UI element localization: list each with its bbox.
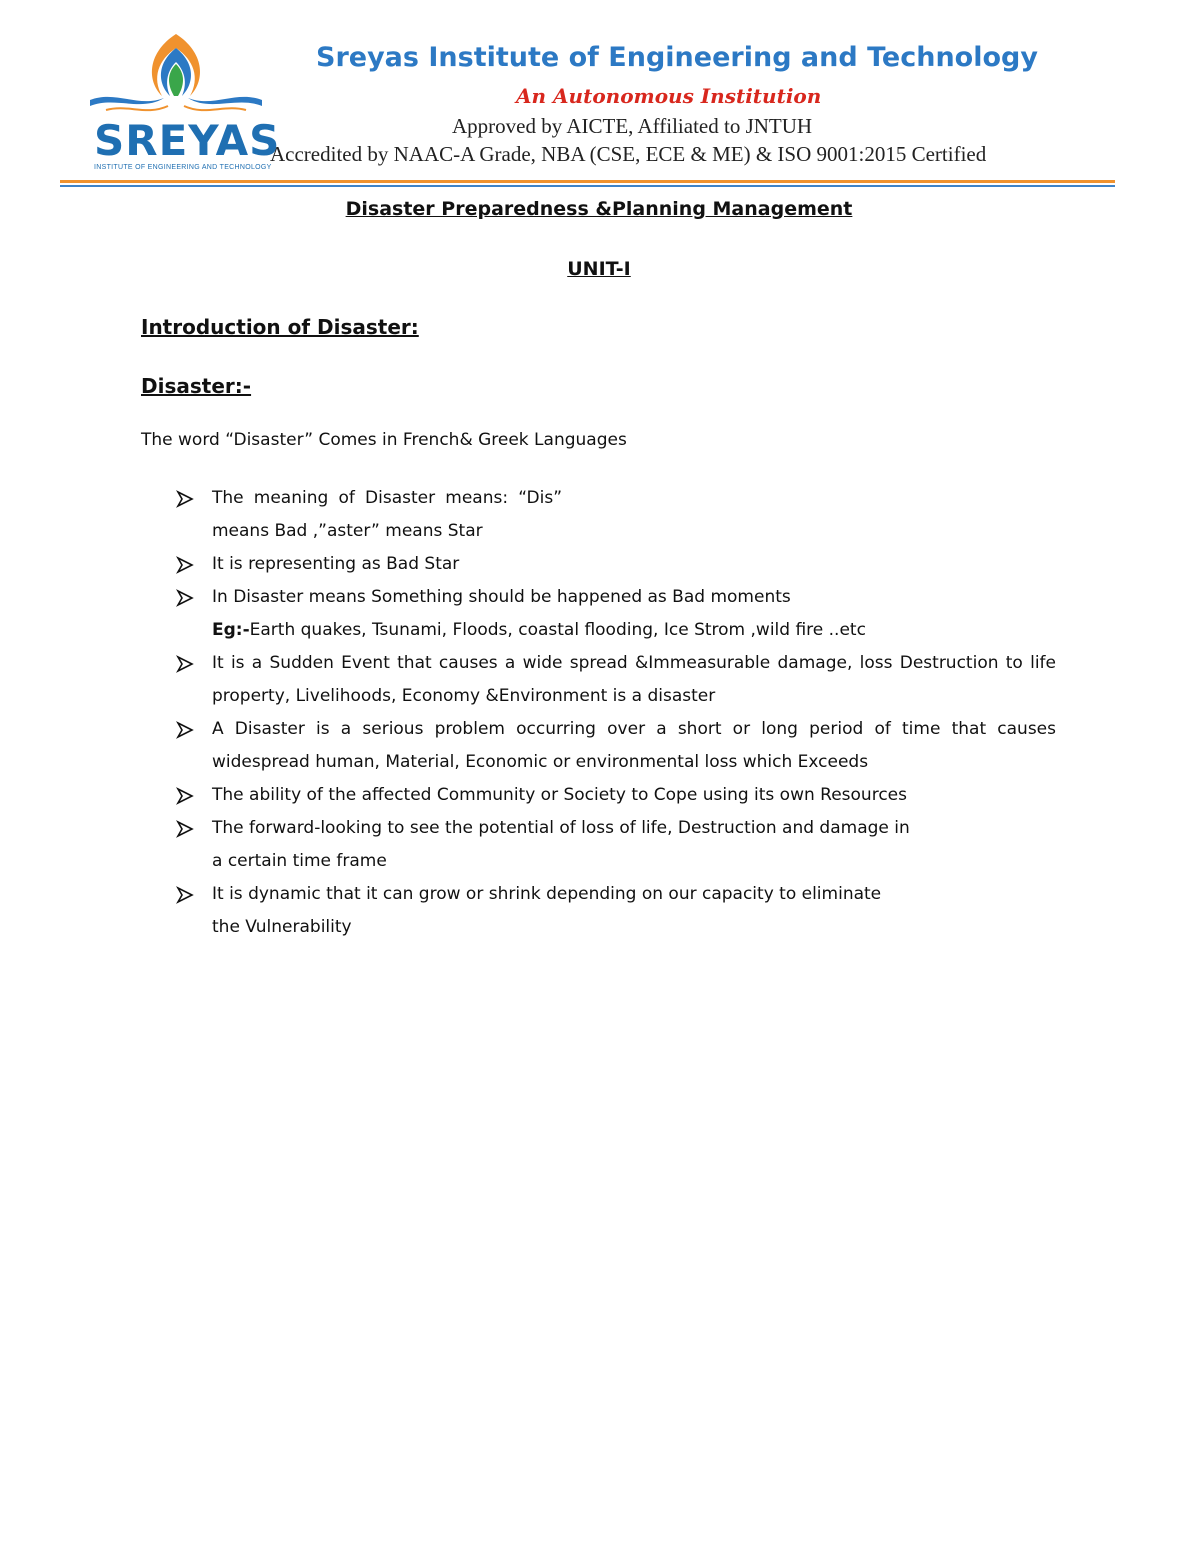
arrow-bullet-icon <box>176 556 194 574</box>
header-divider-blue <box>60 185 1115 187</box>
document-title: Disaster Preparedness &Planning Management <box>345 198 853 220</box>
disaster-bullet-list <box>176 482 1056 944</box>
bullet-text-line-1: It is dynamic that it can grow or shrink depending on our capacity to eliminate <box>212 884 882 904</box>
list-item <box>176 812 1056 878</box>
bullet-text-line-2: the Vulnerability <box>212 917 352 937</box>
list-item <box>176 779 1056 812</box>
arrow-bullet-icon <box>176 589 194 607</box>
institution-status: An Autonomous Institution <box>516 84 822 108</box>
bullet-text: The ability of the affected Community or Society to Cope using its own Resources <box>212 785 907 805</box>
list-item <box>176 713 1056 779</box>
intro-sentence: The word “Disaster” Comes in French& Greek Languages <box>141 430 627 450</box>
example-text: Earth quakes, Tsunami, Floods, coastal flooding, Ice Strom ,wild fire ..etc <box>249 620 866 640</box>
arrow-bullet-icon <box>176 820 194 838</box>
arrow-bullet-icon <box>176 787 194 805</box>
section-heading-introduction: Introduction of Disaster: <box>141 315 419 339</box>
arrow-bullet-icon <box>176 886 194 904</box>
arrow-bullet-icon <box>176 655 194 673</box>
list-item <box>176 581 1056 647</box>
list-item <box>176 647 1056 713</box>
example-label: Eg:- <box>212 620 250 640</box>
bullet-text: It is a Sudden Event that causes a wide spread &Immeasurable damage, loss Destruction to life property, Livelihoods, Economy &Environment is a disaster <box>212 653 1056 706</box>
institution-name: Sreyas Institute of Engineering and Technology <box>316 42 1038 73</box>
list-item <box>176 482 1056 548</box>
example-line <box>212 614 1056 647</box>
institution-accreditation: Accredited by NAAC-A Grade, NBA (CSE, ECE & ME) & ISO 9001:2015 Certified <box>270 142 987 166</box>
arrow-bullet-icon <box>176 721 194 739</box>
institution-approval: Approved by AICTE, Affiliated to JNTUH <box>452 114 813 138</box>
institution-logo <box>86 26 281 171</box>
header-divider-orange <box>60 180 1115 183</box>
bullet-text: It is representing as Bad Star <box>212 554 460 574</box>
unit-heading: UNIT-I <box>567 258 631 280</box>
bullet-text: A Disaster is a serious problem occurring over a short or long period of time that causes widespread human, Material, Economic or environmental loss which Exceeds <box>212 719 1056 772</box>
bullet-text-line-2: a certain time frame <box>212 851 387 871</box>
section-heading-disaster: Disaster:- <box>141 374 252 398</box>
bullet-text: The meaning of Disaster means: “Dis” means Bad ,”aster” means Star <box>212 488 562 541</box>
list-item <box>176 548 1056 581</box>
arrow-bullet-icon <box>176 490 194 508</box>
letterhead <box>0 0 1200 200</box>
bullet-text: In Disaster means Something should be happened as Bad moments <box>212 587 791 607</box>
list-item <box>176 878 1056 944</box>
flame-emblem-icon <box>86 26 266 121</box>
logo-subtitle: INSTITUTE OF ENGINEERING AND TECHNOLOGY <box>94 164 272 171</box>
bullet-text-line-1: The forward-looking to see the potential of loss of life, Destruction and damage in <box>212 818 910 838</box>
logo-wordmark: SREYAS <box>94 116 281 165</box>
